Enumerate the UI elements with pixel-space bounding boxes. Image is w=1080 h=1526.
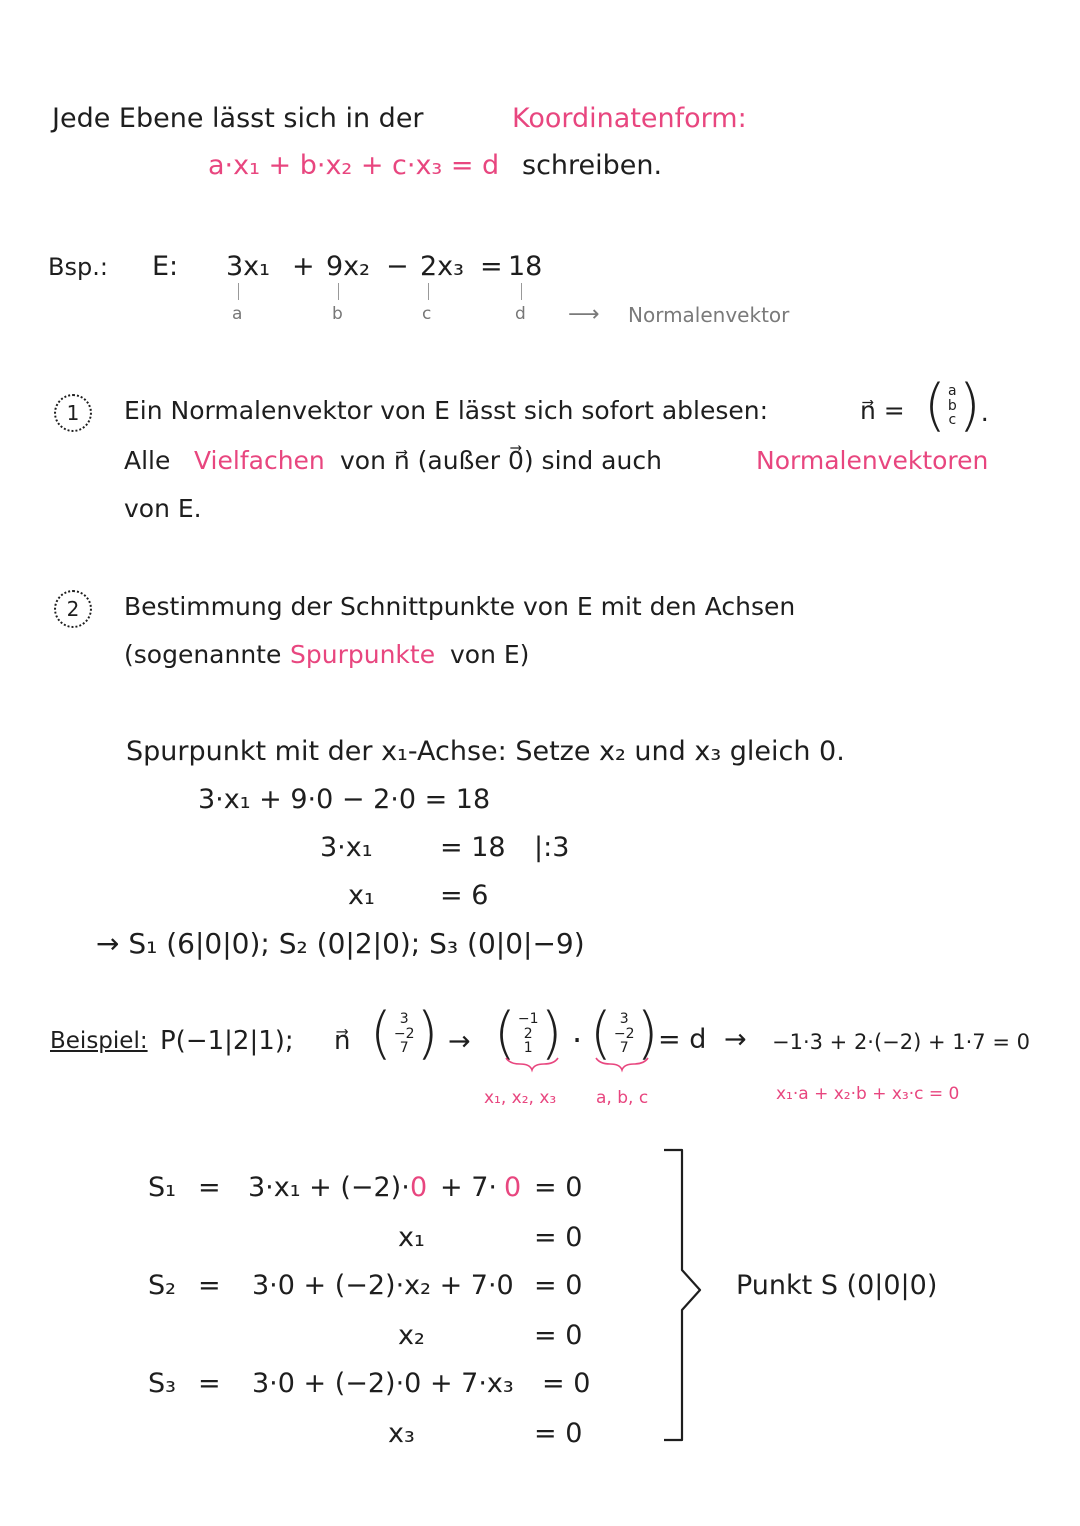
equals-sign: =: [480, 251, 503, 282]
system-brace: [664, 1150, 700, 1440]
spur-heading: Spurpunkt mit der x₁-Achse: Setze x₂ und x₃ gleich 0.: [126, 736, 845, 767]
sys-s2-x: x₂: [398, 1320, 425, 1351]
sys-s2-r: = 0: [534, 1320, 583, 1351]
point1-line1: Ein Normalenvektor von E lässt sich sofort ablesen:: [124, 396, 769, 425]
normal-vector-symbol: n⃗ =: [860, 396, 905, 425]
point1-alle: Alle: [124, 446, 171, 475]
term-a: 3x₁: [226, 251, 270, 282]
spurpunkte-term: Spurpunkte: [290, 640, 436, 669]
brace-coordinates: [506, 1058, 558, 1070]
arrow-to-normal: ⟶: [568, 302, 600, 327]
term-c: 2x₃: [420, 251, 464, 282]
sys-s3-x: x₃: [388, 1418, 415, 1449]
plane-name: E:: [152, 251, 179, 282]
general-formula: a·x₁ + b·x₂ + c·x₃ = d: [208, 150, 500, 181]
beispiel-eqd: = d: [658, 1024, 707, 1055]
spur-result: → S₁ (6|0|0); S₂ (0|2|0); S₃ (0|0|−9): [96, 927, 585, 960]
sys-eq3: =: [198, 1368, 221, 1399]
spur-eq2-rhs: = 18: [440, 832, 506, 863]
paren-left: (: [494, 1001, 516, 1066]
paren-right: ): [636, 1001, 659, 1066]
paren-right: ): [540, 1001, 563, 1066]
point1-middle: von n⃗ (außer 0⃗) sind auch: [340, 446, 662, 475]
brace-coefficients: [596, 1058, 648, 1070]
sys-s1-zero2: 0: [504, 1172, 522, 1203]
n-entries: 3 −2 7: [393, 1010, 415, 1057]
paren-left: (: [924, 373, 946, 438]
spur-eq1: 3·x₁ + 9·0 − 2·0 = 18: [198, 784, 491, 815]
beispiel-label: Beispiel:: [50, 1028, 148, 1054]
paren-right: ): [958, 373, 981, 438]
conclusion: Punkt S (0|0|0): [736, 1270, 938, 1301]
label-a: a: [232, 304, 243, 324]
example-label: Bsp.:: [48, 253, 108, 281]
sys-s1-zero1: 0: [410, 1172, 428, 1203]
marker-2-icon: 2: [54, 590, 92, 628]
normalenvektoren-term: Normalenvektoren: [756, 446, 989, 475]
op-plus: +: [292, 251, 315, 282]
paren-right: ): [416, 1001, 439, 1066]
beispiel-arrow2: →: [724, 1024, 747, 1055]
p-entries: −1 2 1: [517, 1010, 539, 1057]
point2-close: von E): [450, 640, 530, 669]
sys-eq1: =: [198, 1172, 221, 1203]
label-b: b: [332, 304, 343, 324]
spur-eq3-lhs: x₁: [348, 880, 375, 911]
sys-s3-c: = 0: [542, 1368, 591, 1399]
spur-eq2-op: |:3: [534, 832, 570, 863]
point2-open: (sogenannte: [124, 640, 282, 669]
intro-tail: schreiben.: [522, 150, 663, 181]
sys-s3: S₃: [148, 1368, 176, 1399]
label-general-eq: x₁·a + x₂·b + x₃·c = 0: [776, 1084, 960, 1104]
beispiel-arrow1: →: [448, 1026, 471, 1057]
marker-1-icon: 1: [54, 394, 92, 432]
sys-eq2: =: [198, 1270, 221, 1301]
term-d: 18: [508, 251, 543, 282]
sys-s2-a: 3·0 + (−2)·x₂ + 7·0: [252, 1270, 514, 1301]
beispiel-point: P(−1|2|1);: [160, 1026, 294, 1056]
sys-s2: S₂: [148, 1270, 176, 1301]
vector-entries: a b c: [947, 382, 957, 429]
paren-left: (: [590, 1001, 612, 1066]
beispiel-calc: −1·3 + 2·(−2) + 1·7 = 0: [772, 1030, 1030, 1054]
label-coefficients: a, b, c: [596, 1088, 649, 1108]
paren-left: (: [370, 1001, 392, 1066]
spur-eq3-rhs: = 6: [440, 880, 489, 911]
sys-s3-r: = 0: [534, 1418, 583, 1449]
sys-s1-b: + 7·: [440, 1172, 497, 1203]
n2-entries: 3 −2 7: [613, 1010, 635, 1057]
sys-s1-x: x₁: [398, 1222, 425, 1253]
sys-s1: S₁: [148, 1172, 176, 1203]
normalenvektor-label: Normalenvektor: [628, 303, 790, 327]
sys-s1-r: = 0: [534, 1222, 583, 1253]
spur-eq2-lhs: 3·x₁: [320, 832, 373, 863]
sys-s1-c: = 0: [534, 1172, 583, 1203]
vielfachen-term: Vielfachen: [194, 446, 325, 475]
beispiel-dot: ·: [572, 1021, 583, 1059]
label-d: d: [515, 304, 526, 324]
sys-s3-a: 3·0 + (−2)·0 + 7·x₃: [252, 1368, 514, 1399]
sys-s1-a: 3·x₁ + (−2)·: [248, 1172, 410, 1203]
point1-line3: von E.: [124, 494, 202, 523]
sys-s2-c: = 0: [534, 1270, 583, 1301]
koordinatenform-term: Koordinatenform:: [512, 103, 747, 134]
point2-line1: Bestimmung der Schnittpunkte von E mit den Achsen: [124, 592, 796, 621]
op-minus: −: [386, 251, 409, 282]
beispiel-nvec: n⃗: [334, 1026, 351, 1056]
normal-vector-column: ( a b c ) .: [924, 373, 989, 438]
intro-line: Jede Ebene lässt sich in der: [52, 103, 424, 134]
label-coordinates: x₁, x₂, x₃: [484, 1088, 557, 1108]
term-b: 9x₂: [326, 251, 370, 282]
label-c: c: [422, 304, 432, 324]
